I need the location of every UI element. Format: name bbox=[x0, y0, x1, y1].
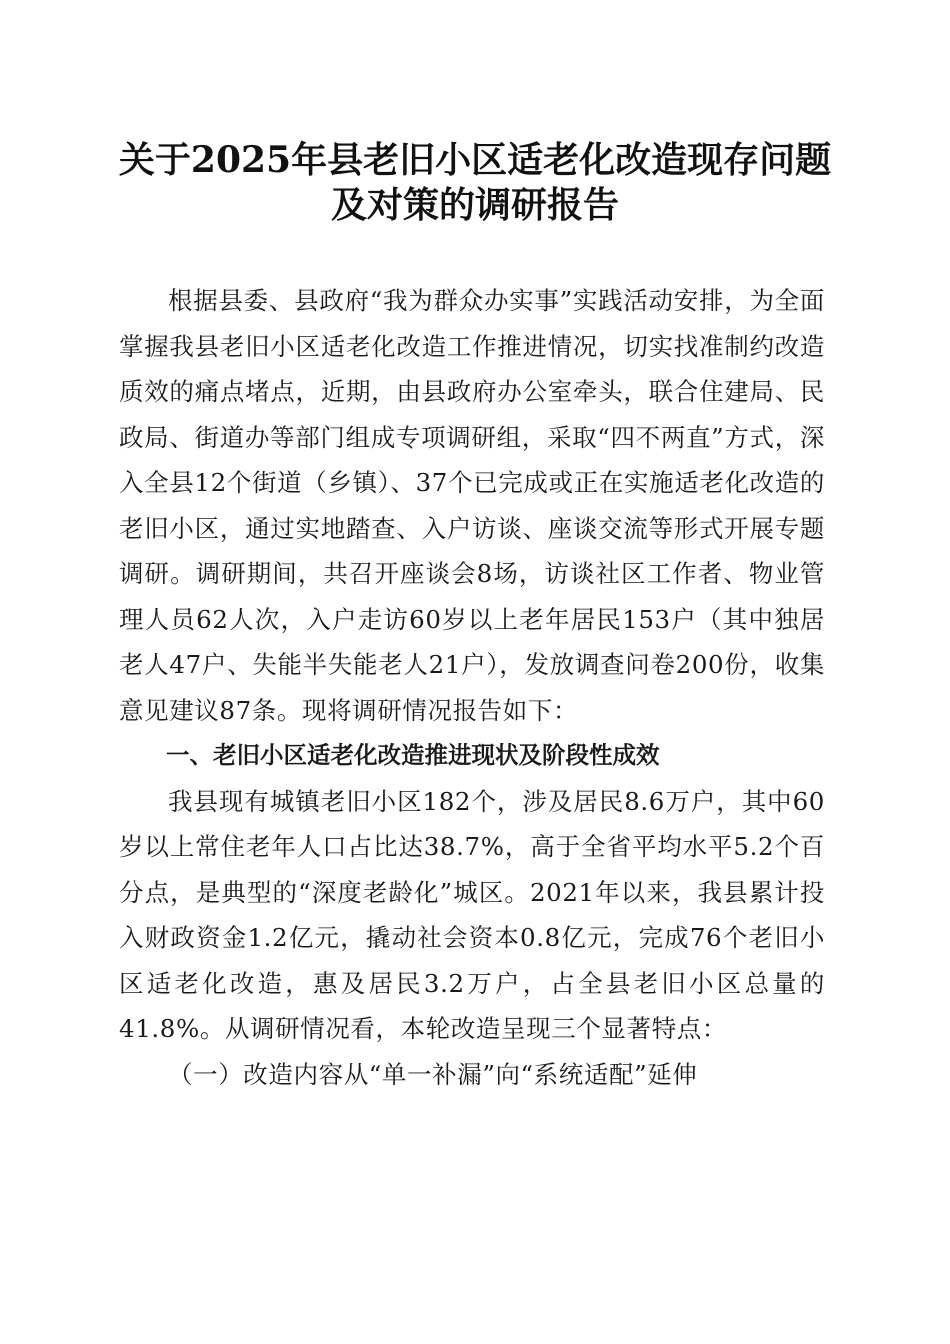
report-body bbox=[119, 278, 825, 1097]
report-title-line-1: 关于2025年县老旧小区适老化改造现存问题 bbox=[118, 139, 832, 181]
section-1-paragraph: 我县现有城镇老旧小区182个，涉及居民8.6万户，其中60岁以上常住老年人口占比达38.7%，高于全省平均水平5.2个百分点，是典型的“深度老龄化”城区。2021年以来，我县累计投入财政资金1.2亿元，撬动社会资本0.8亿元，完成76个老旧小区适老化改造，惠及居民3.2万户，占全县老旧小区总量的41.8%。从调研情况看，本轮改造呈现三个显著特点： bbox=[119, 786, 825, 1043]
subsection-1-heading: （一）改造内容从“单一补漏”向“系统适配”延伸 bbox=[168, 1059, 698, 1089]
section-1-heading: 一、老旧小区适老化改造推进现状及阶段性成效 bbox=[166, 741, 660, 769]
intro-paragraph: 根据县委、县政府“我为群众办实事”实践活动安排，为全面掌握我县老旧小区适老化改造工作推进情况，切实找准制约改造质效的痛点堵点，近期，由县政府办公室牵头，联合住建局、民政局、街道办等部门组成专项调研组，采取“四不两直”方式，深入全县12个街道（乡镇）、37个已完成或正在实施适老化改造的老旧小区，通过实地踏查、入户访谈、座谈交流等形式开展专题调研。调研期间，共召开座谈会8场，访谈社区工作者、物业管理人员62人次，入户走访60岁以上老年居民153户（其中独居老人47户、失能半失能老人21户），发放调查问卷200份，收集意见建议87条。现将调研情况报告如下： bbox=[119, 286, 825, 725]
report-title-line-2: 及对策的调研报告 bbox=[330, 184, 619, 226]
